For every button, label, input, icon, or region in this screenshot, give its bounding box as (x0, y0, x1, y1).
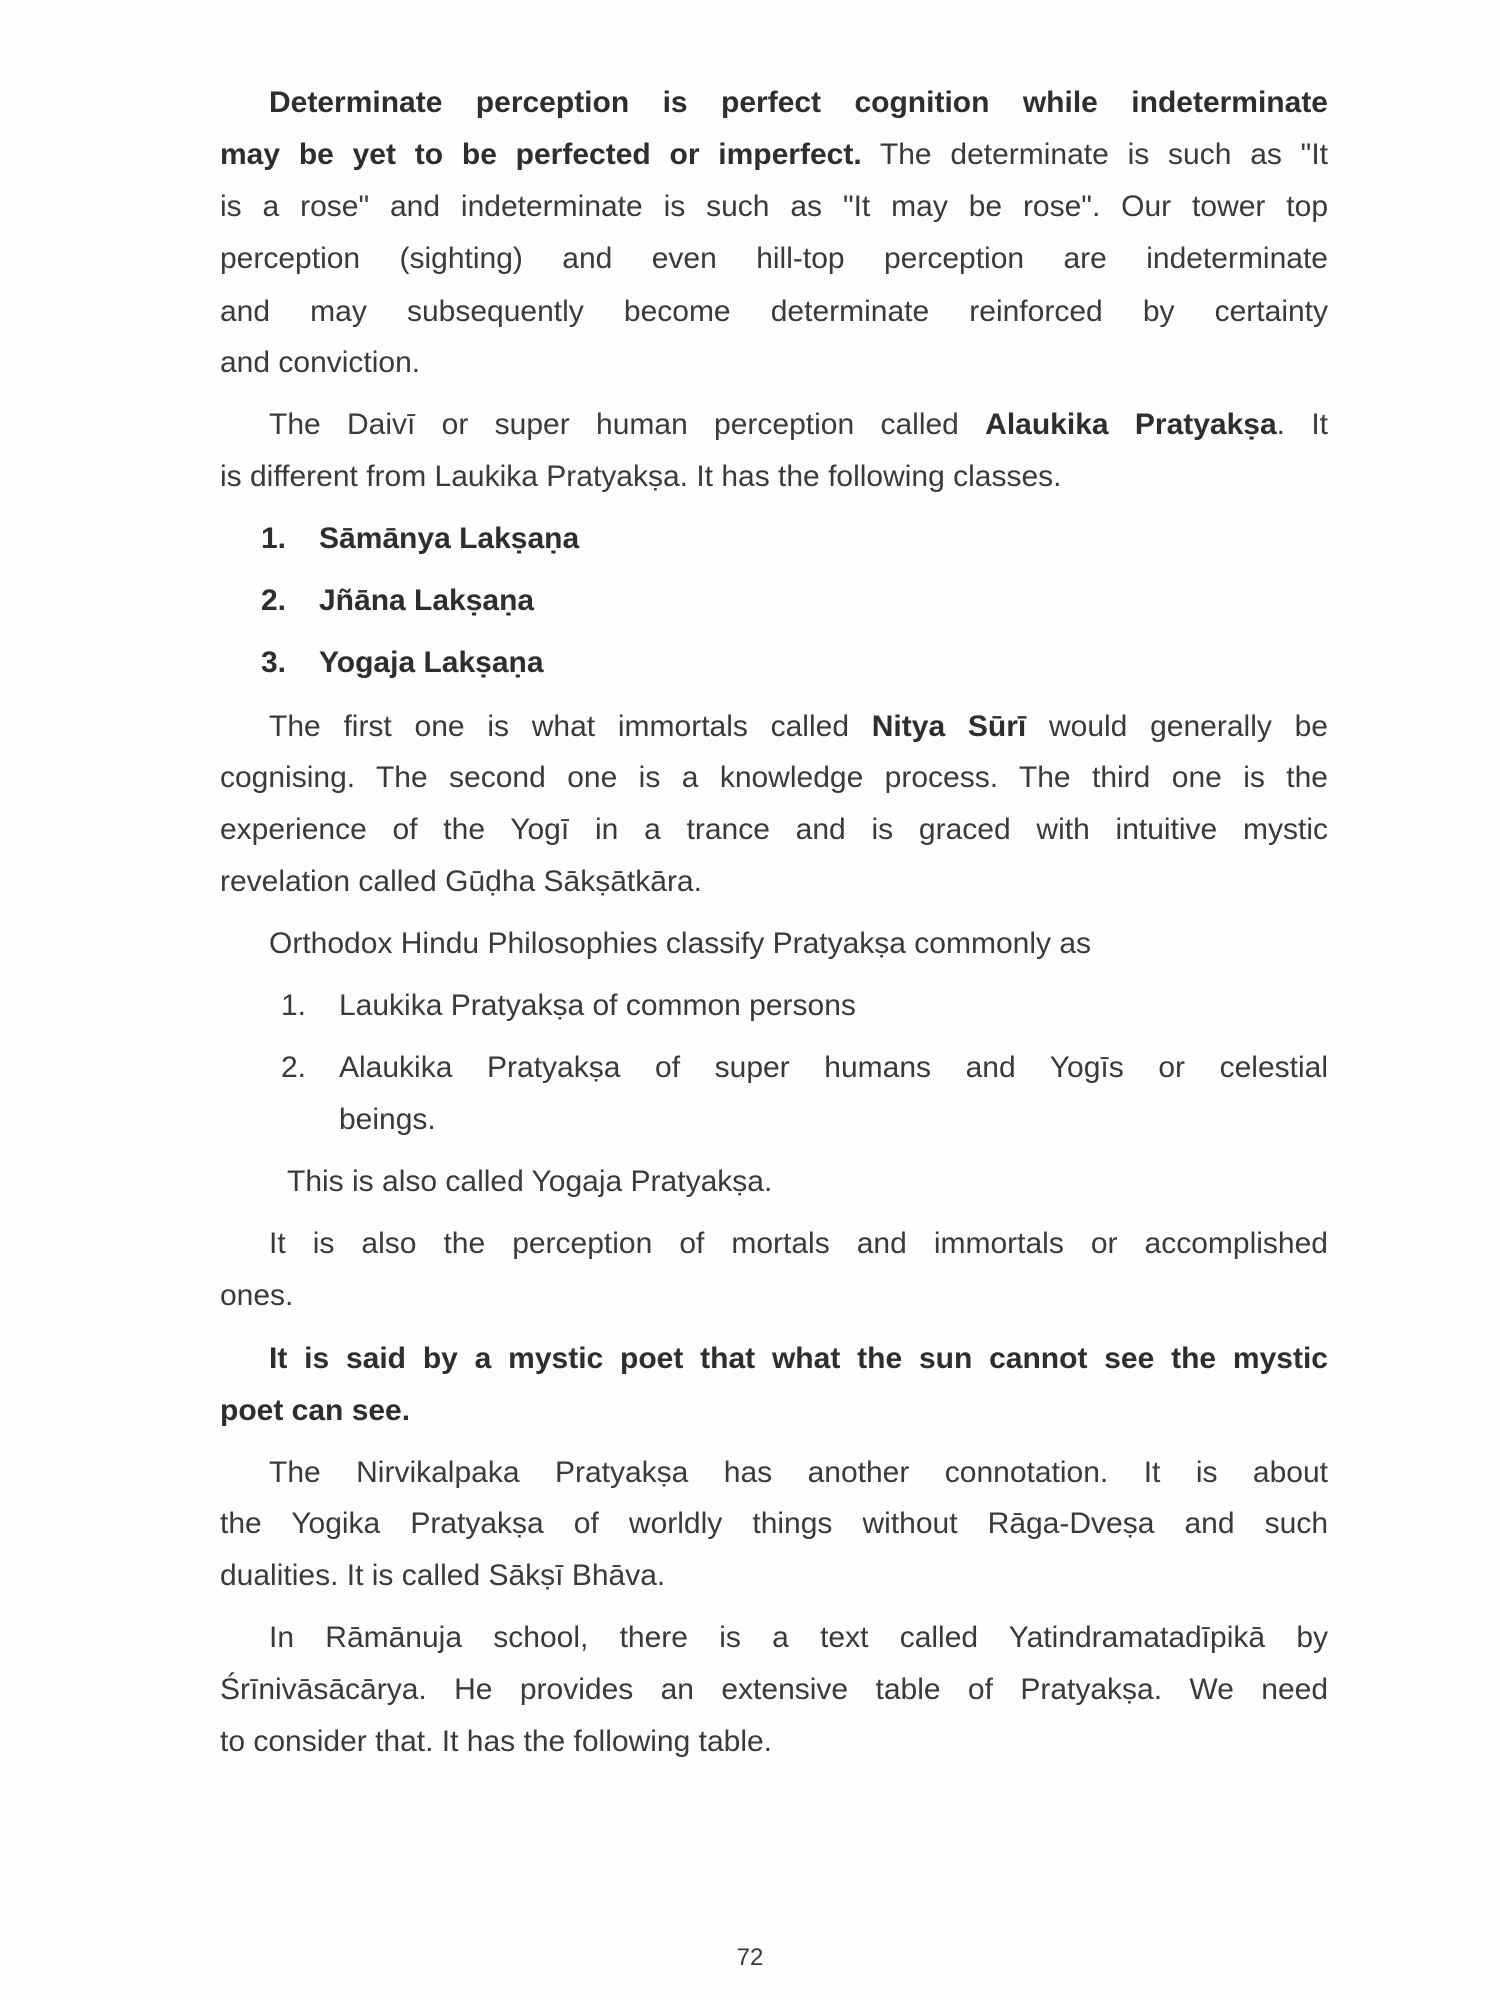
text: The Daivī or super human perception called (269, 408, 986, 441)
text-line: experience of the Yogī in a trance and is graced with intuitive mystic (220, 813, 1328, 846)
text-line: dualities. It is called Sākṣī Bhāva. (220, 1559, 666, 1592)
text: . It (1276, 408, 1328, 441)
text-line (269, 707, 1328, 747)
paragraph-yogaja: This is also called Yogaja Pratyakṣa. (287, 1165, 773, 1198)
list-number: 1. (261, 522, 287, 555)
list-item: Yogaja Lakṣaṇa (319, 646, 544, 679)
text-line: and conviction. (220, 346, 421, 379)
text-line: to consider that. It has the following table. (220, 1725, 772, 1758)
list-number: 2. (261, 584, 287, 617)
page-number: 72 (736, 1944, 764, 1971)
text-line (220, 135, 1328, 175)
text-line: poet can see. (220, 1394, 411, 1427)
text-line: The Nirvikalpaka Pratyakṣa has another connotation. It is about (269, 1456, 1328, 1489)
text-line: cognising. The second one is a knowledge process. The third one is the (220, 761, 1328, 794)
list-number: 3. (261, 646, 287, 679)
list-item-continuation: beings. (339, 1103, 436, 1136)
text-line (269, 405, 1328, 445)
text-line: is different from Laukika Pratyakṣa. It has the following classes. (220, 460, 1062, 493)
text: The first one is what immortals called (269, 710, 872, 743)
text-line: ones. (220, 1279, 294, 1312)
paragraph-orthodox: Orthodox Hindu Philosophies classify Pratyakṣa commonly as (269, 927, 1092, 960)
text-line: and may subsequently become determinate reinforced by certainty (220, 295, 1328, 328)
text-line: Determinate perception is perfect cognition while indeterminate (269, 86, 1328, 119)
text-line: revelation called Gūḍha Sākṣātkāra. (220, 865, 702, 898)
list-item: Laukika Pratyakṣa of common persons (339, 989, 856, 1022)
list-item: Sāmānya Lakṣaṇa (319, 522, 580, 555)
list-number: 2. (281, 1051, 307, 1084)
bold-text: Alaukika Pratyakṣa (985, 408, 1277, 441)
text: The determinate is such as "It (861, 138, 1328, 171)
text-line: It is also the perception of mortals and immortals or accomplished (269, 1227, 1328, 1260)
list-item: Jñāna Lakṣaṇa (319, 584, 535, 617)
text-line: is a rose" and indeterminate is such as "It may be rose". Our tower top (220, 190, 1328, 223)
bold-text: Nitya Sūrī (871, 710, 1027, 743)
text-line: In Rāmānuja school, there is a text called Yatindramatadīpikā by (269, 1621, 1328, 1654)
text-line: the Yogika Pratyakṣa of worldly things without Rāga-Dveṣa and such (220, 1507, 1328, 1540)
bold-text: may be yet to be perfected or imperfect. (220, 138, 862, 171)
text-line: It is said by a mystic poet that what the sun cannot see the mystic (269, 1342, 1328, 1375)
text-line: perception (sighting) and even hill-top perception are indeterminate (220, 242, 1328, 275)
list-item: Alaukika Pratyakṣa of super humans and Yogīs or celestial (339, 1051, 1328, 1084)
list-number: 1. (281, 989, 307, 1022)
text-line: Śrīnivāsācārya. He provides an extensive table of Pratyakṣa. We need (220, 1673, 1328, 1706)
text: would generally be (1026, 710, 1328, 743)
